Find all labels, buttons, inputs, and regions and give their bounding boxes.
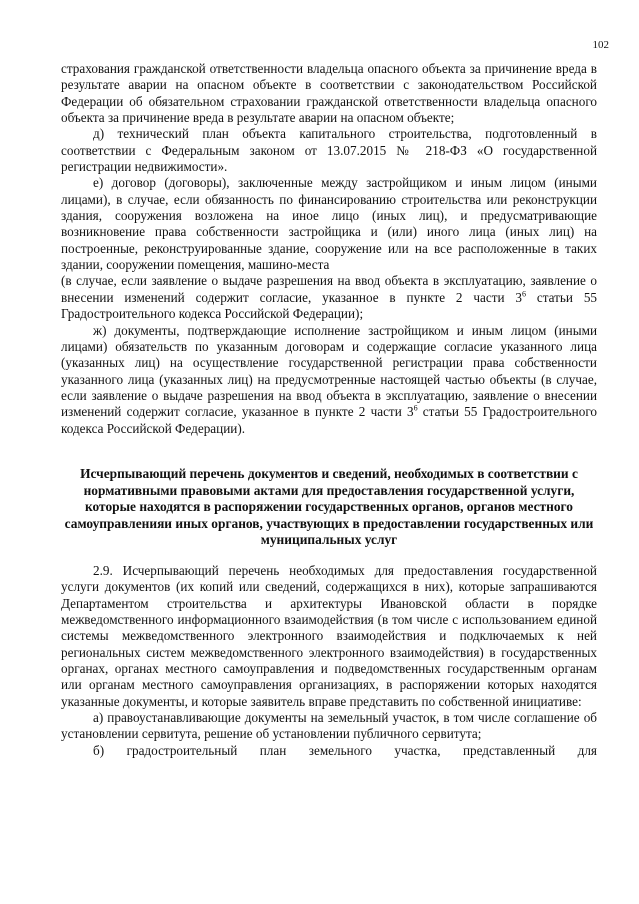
consent-text-after: статьи 55 Градостроительного кодекса Российской Федерации);: [61, 289, 598, 322]
paragraph-item-b: б) градостроительный план земельного участка, представленный для: [93, 742, 597, 758]
page-number: 102: [592, 39, 609, 51]
consent-text-before: (в случае, если заявление о выдаче разрешения на ввод объекта в эксплуатацию, заявление о внесении изменений содержит согласие, указанное в пункте 2 части 3: [61, 273, 597, 305]
document-body: [61, 61, 597, 759]
paragraph-item-zh: [61, 323, 597, 437]
superscript-marker: 6: [413, 403, 418, 413]
superscript-marker: 6: [521, 289, 526, 299]
paragraph-item-d: д) технический план объекта капитального строительства, подготовленный в соответствии с Федеральным законом от 13.07.2015 № 218-ФЗ «О государственной регистрации недвижимости».: [61, 126, 597, 175]
paragraph-item-e: е) договор (договоры), заключенные между застройщиком и иным лицом (иными лицами), в случае, если обязанность по финансированию строительства или реконструкции здания, сооружения возложена на иное лицо (иных лиц), и предусматривающие возникновение права собственности застройщика и (или) иного лица (иных лиц) на построенные, реконструированные здание, сооружение или на все расположенные в таких здании, сооружении помещения, машино-места: [61, 175, 597, 273]
item-zh-text-before: ж) документы, подтверждающие исполнение застройщиком и иным лицом (иными лицами) обязательств по указанным договорам и содержащие согласие указанного лица (указанных лиц) на осуществление государственной регистрации права собственности указанного лица (указанных лиц) на предусмотренные настоящей частью объекты (в случае, если заявление о выдаче разрешения на ввод объекта в эксплуатацию, заявление о внесении изменений содержит согласие, указанное в пункте 2 части 3: [61, 322, 597, 420]
paragraph-insurance: страхования гражданской ответственности владельца опасного объекта за причинение вреда в результате аварии на опасном объекте в соответствии с законодательством Российской Федерации об обязательном страховании гражданской ответственности владельца опасного объекта за причинение вреда в результате аварии на опасном объекте;: [61, 61, 597, 126]
paragraph-item-a: а) правоустанавливающие документы на земельный участок, в том числе соглашение об установлении сервитута, решение об установлении публичного сервитута;: [61, 709, 597, 742]
paragraph-consent-clause: [61, 273, 597, 322]
paragraph-2-9: 2.9. Исчерпывающий перечень необходимых для предоставления государственной услуги документов (их копий или сведений, содержащихся в них), которые запрашиваются Департаментом строительства и архитектуры Ивановской области в порядке межведомственного информационного взаимодействия (в том числе с использованием единой системы межведомственного электронного взаимодействия и подключаемых к ней региональных систем межведомственного электронного взаимодействия) в государственных органах, органах местного самоуправления и подведомственных государственным органам или органам местного самоуправления организациях, в распоряжении которых находятся указанные документы, и которые заявитель вправе представить по собственной инициативе:: [61, 562, 597, 709]
item-zh-text-after: статьи 55 Градостроительного кодекса Российской Федерации).: [61, 404, 597, 436]
section-heading: Исчерпывающий перечень документов и сведений, необходимых в соответствии с нормативными правовыми актами для предоставления государственной услуги, которые находятся в распоряжении государственных органов, органов местного самоуправленияи иных органов, участвующих в предоставлении государственных или муниципальных услуг: [64, 465, 594, 548]
